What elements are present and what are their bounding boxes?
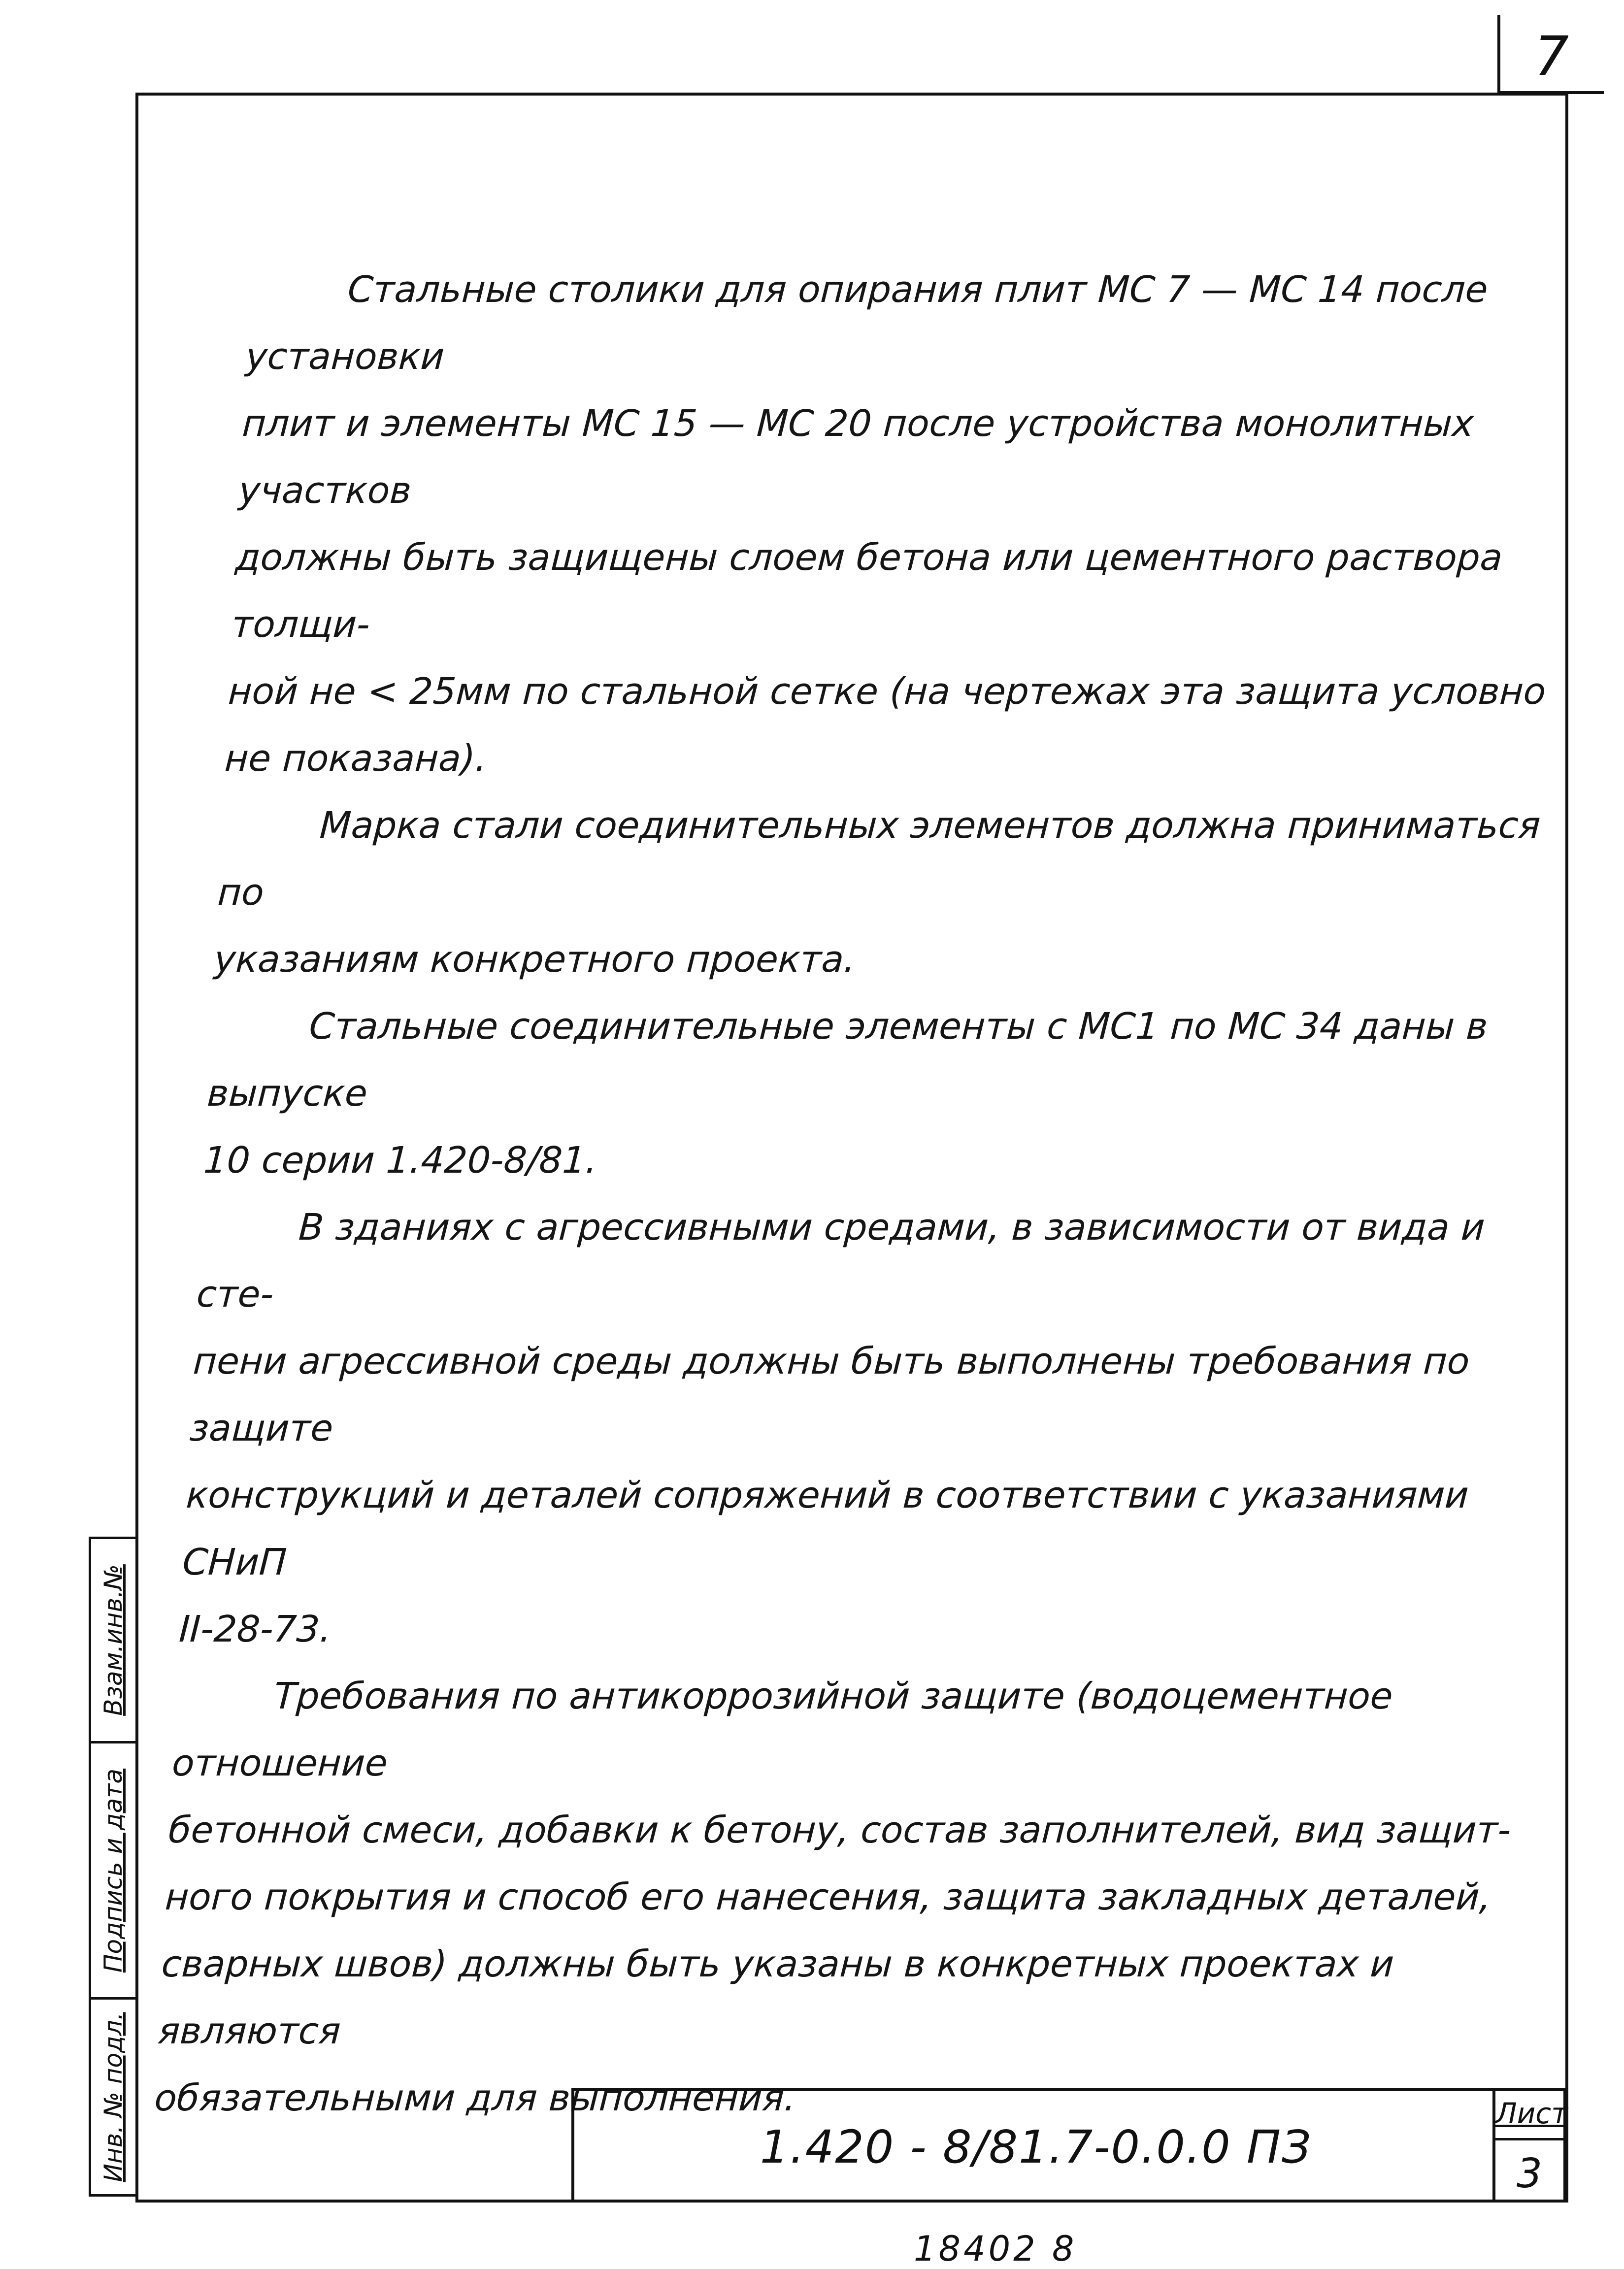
side-cell-replacement-inv xyxy=(89,1537,135,1743)
paragraph-4 xyxy=(177,1194,1571,1663)
text-line: ной не < 25мм по стальной сетке (на чертежах эта защита условно xyxy=(227,670,1547,713)
side-cell-original-inv xyxy=(89,1997,135,2197)
paragraph-3 xyxy=(202,993,1582,1194)
text-line: 10 серии 1.420-8/81. xyxy=(202,1139,598,1182)
explanatory-text xyxy=(153,256,1621,2132)
text-line: не показана). xyxy=(224,737,488,780)
side-stamp xyxy=(89,1537,135,2197)
paragraph-5 xyxy=(153,1663,1547,2132)
title-block xyxy=(571,2088,1497,2200)
text-line: конструкций и деталей сопряжений в соответствии с указаниями СНиП xyxy=(181,1474,1470,1583)
text-line: сварных швов) должны быть указаны в конкретных проектах и являются xyxy=(157,1943,1395,2052)
document-code: 1.420 - 8/81.7-0.0.0 ПЗ xyxy=(760,2121,1312,2173)
text-line: плит и элементы МС 15 — МС 20 после устройства монолитных участков xyxy=(237,402,1475,512)
text-line: ного покрытия и способ его нанесения, защита закладных деталей, xyxy=(164,1876,1492,1918)
footer-number: 18402 8 xyxy=(914,2229,1077,2269)
sheet-label: Лист xyxy=(1495,2091,1563,2140)
text-line: Марка стали соединительных элементов должна приниматься по xyxy=(216,804,1542,914)
paragraph-2 xyxy=(212,792,1592,993)
text-line: обязательными для выполнения. xyxy=(153,2077,797,2119)
paragraph-1 xyxy=(223,256,1621,792)
sheet-number: 3 xyxy=(1516,2150,1543,2197)
text-line: Требования по антикоррозийной защите (водоцементное отношение xyxy=(171,1675,1394,1784)
text-line: должны быть защищены слоем бетона или цементного раствора толщи- xyxy=(231,536,1504,646)
side-cell-signature-date xyxy=(89,1741,135,2000)
text-line: Стальные столики для опирания плит МС 7 — МС 14 после установки xyxy=(244,268,1489,378)
text-line: II-28-73. xyxy=(178,1608,332,1650)
side-label: Инв. № подл. xyxy=(99,2012,128,2182)
text-line: Стальные соединительные элементы с МС1 по МС 34 даны в выпуске xyxy=(206,1005,1489,1115)
text-line: бетонной смеси, добавки к бетону, состав заполнителей, вид защит- xyxy=(167,1809,1512,1851)
side-label: Подпись и дата xyxy=(99,1768,128,1973)
sheet-box xyxy=(1492,2088,1566,2200)
side-label: Взам.инв.№ xyxy=(99,1564,128,1716)
text-line: пени агрессивной среды должны быть выполнены требования по защите xyxy=(188,1340,1471,1449)
text-line: В зданиях с агрессивными средами, в зависимости от вида и сте- xyxy=(196,1206,1486,1315)
text-line: указаниям конкретного проекта. xyxy=(213,938,857,981)
corner-page-number: 7 xyxy=(1534,25,1569,88)
